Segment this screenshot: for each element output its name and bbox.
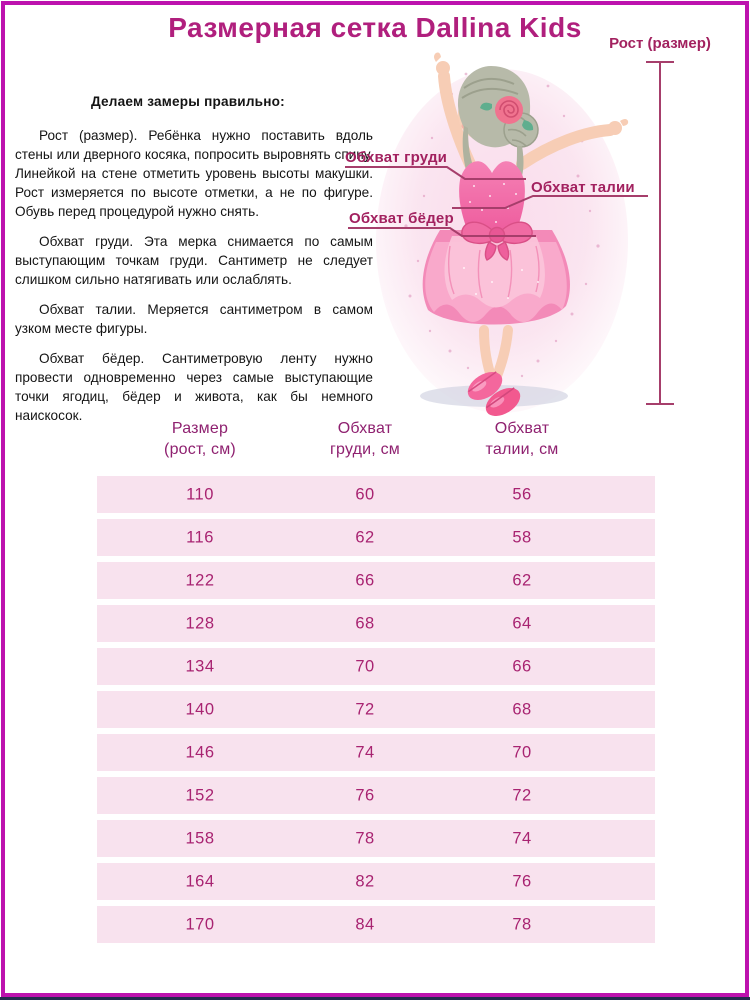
measuring-instructions [15,92,373,436]
chest-value: 68 [355,614,375,632]
instruction-paragraph-chest: Обхват груди. Эта мерка снимается по самым выступающим точкам груди. Сантиметр не следует слишком сильно натягивать или ослаблять. [15,234,373,287]
size-value: 152 [185,786,215,804]
chest-value: 82 [355,872,375,890]
instruction-paragraph-height: Рост (размер). Ребёнка нужно поставить вдоль стены или дверного косяка, попросить выровнять спину. Линейкой на стене отметить уровень высоты макушки. Рост измеряется по высоте отметки, а не по фигуре. Обувь перед процедурой нужно снять. [15,128,373,219]
waist-value: 56 [512,485,532,503]
tutu-skirt [423,230,570,325]
chest-label: Обхват груди [345,149,448,166]
waist-label: Обхват талии [531,179,635,196]
table-row [97,562,655,599]
table-row [97,648,655,685]
column-header-waist-line1: Обхват [494,420,550,437]
size-value: 110 [186,485,214,503]
size-value: 128 [185,614,215,632]
size-value: 146 [185,743,215,761]
size-value: 170 [185,915,215,933]
instructions-heading: Делаем замеры правильно: [91,94,285,109]
waist-value: 58 [512,528,532,546]
size-value: 164 [185,872,215,890]
table-row [97,820,655,857]
waist-value: 68 [512,700,532,718]
column-header-chest-line1: Обхват [337,420,393,437]
column-header-chest-line2: груди, см [330,441,400,458]
column-header-size [120,418,280,460]
size-value: 158 [185,829,215,847]
chest-value: 78 [355,829,375,847]
table-row [97,476,655,513]
table-row [97,734,655,771]
waist-value: 62 [512,571,532,589]
page-title: Размерная сетка Dallina Kids [168,12,582,43]
size-table-header [97,418,655,464]
column-header-size-line1: Размер [171,420,229,437]
chest-value: 84 [355,915,375,933]
size-table [97,476,655,949]
height-measure-line [646,62,674,404]
table-row [97,691,655,728]
column-header-size-line2: (рост, см) [164,441,236,458]
table-row [97,906,655,943]
chest-value: 70 [355,657,375,675]
chest-value: 76 [355,786,375,804]
height-label: Рост (размер) [609,35,711,52]
table-row [97,863,655,900]
column-header-waist-line2: талии, см [485,441,559,458]
size-value: 116 [186,528,214,546]
column-header-chest [285,418,445,460]
waist-value: 64 [512,614,532,632]
size-value: 134 [185,657,215,675]
chest-value: 72 [355,700,375,718]
waist-value: 76 [512,872,532,890]
table-row [97,605,655,642]
waist-value: 70 [512,743,532,761]
waist-value: 74 [512,829,532,847]
table-row [97,777,655,814]
chest-value: 62 [355,528,375,546]
instruction-paragraph-hips: Обхват бёдер. Сантиметровую ленту нужно провести одновременно через самые выступающие точки ягодиц, бёдер и живота, как бы немного наискосок. [15,351,373,423]
waist-value: 66 [512,657,532,675]
ballerina-illustration [372,46,642,416]
waist-value: 78 [512,915,532,933]
instruction-paragraph-waist: Обхват талии. Меряется сантиметром в самом узком месте фигуры. [15,302,373,336]
hips-label: Обхват бёдер [349,210,454,227]
column-header-waist [442,418,602,460]
size-value: 122 [185,571,215,589]
waist-value: 72 [512,786,532,804]
size-value: 140 [185,700,215,718]
chest-value: 74 [355,743,375,761]
chest-value: 66 [355,571,375,589]
chest-value: 60 [355,485,375,503]
table-row [97,519,655,556]
